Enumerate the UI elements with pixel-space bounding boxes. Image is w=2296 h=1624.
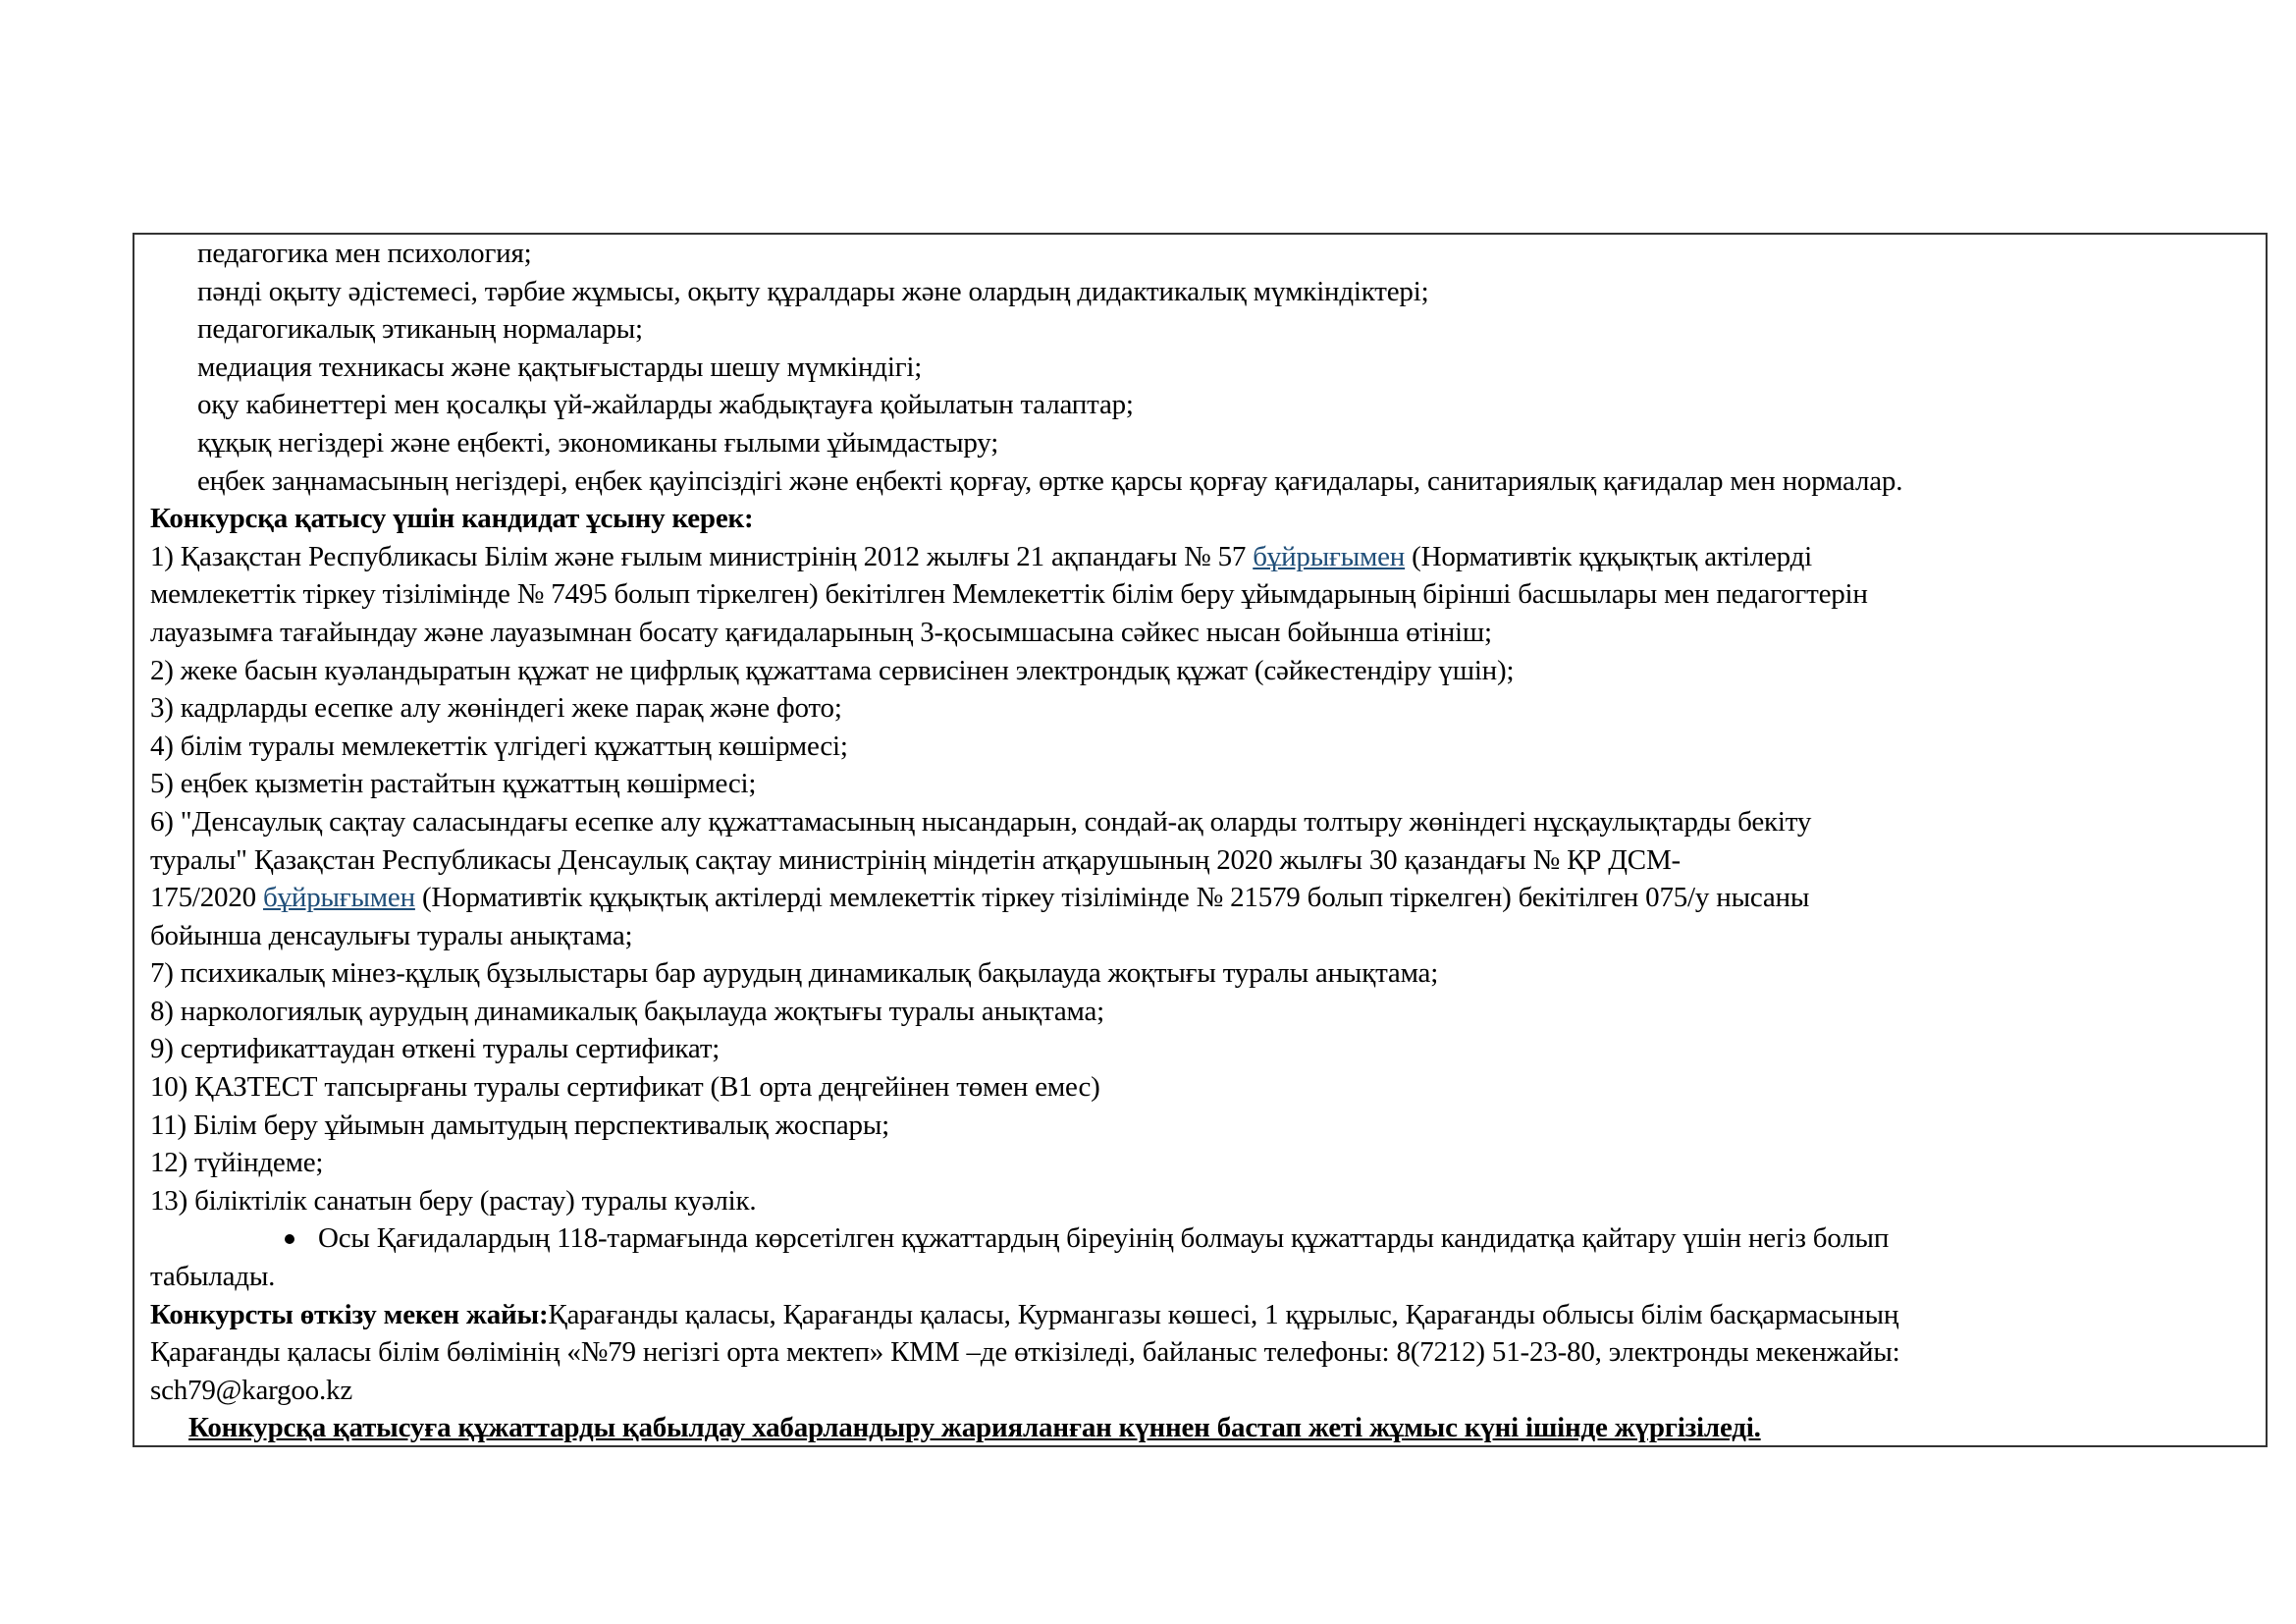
footer-notice: Конкурсқа қатысуға құжаттарды қабылдау хабарландыру жарияланған күннен бастап жеті жұмыс күні ішінде жүргізіледі. — [188, 1412, 1761, 1444]
requirement-text: 6) "Денсаулық сақтау саласындағы есепке алу құжаттамасының нысандарын, сондай-ақ оларды толтыру жөніндегі нұсқаулықтарды бекіту — [150, 805, 1812, 838]
requirement-text: 7) психикалық мінез-құлық бұзылыстары бар аурудың динамикалық бақылауда жоқтығы туралы анықтама; — [150, 957, 1439, 990]
requirement-line — [134, 879, 2266, 917]
requirement-text: (Нормативтік құқықтық актілерді — [1405, 540, 1812, 572]
requirement-text: (Нормативтік құқықтық актілерді мемлекеттік тіркеу тізілімінде № 21579 болып тіркелген) бекітілген 075/у нысаны — [414, 882, 1810, 914]
address-line-2: Қарағанды қаласы білім бөлімінің «№79 негізгі орта мектеп» КММ –де өткізіледі, байланыс телефоны: 8(7212) 51-23-80, электронды мекенжайы: — [150, 1336, 1900, 1369]
knowledge-list — [134, 235, 2266, 500]
requirement-text: 10) ҚАЗТЕСТ тапсырғаны туралы сертификат (В1 орта деңгейінен төмен емес) — [150, 1071, 1100, 1104]
requirement-line — [134, 765, 2266, 803]
document-frame — [133, 233, 2268, 1447]
requirement-line — [134, 728, 2266, 766]
requirement-line — [134, 993, 2266, 1031]
requirement-text: туралы" Қазақстан Республикасы Денсаулық сақтау министрінің міндетін атқарушының 2020 жылғы 30 қазандағы № ҚР ДСМ- — [150, 843, 1681, 876]
requirement-line — [134, 1144, 2266, 1182]
requirement-text: мемлекеттік тіркеу тізілімінде № 7495 болып тіркелген) бекітілген Мемлекеттік білім беру ұйымдарының бірінші басшылары мен педагогтерін — [150, 578, 1868, 611]
email-address: sch79@kargoo.kz — [150, 1374, 352, 1406]
requirement-text: 9) сертификаттаудан өткені туралы сертификат; — [150, 1033, 721, 1065]
requirement-text: 13) біліктілік санатын беру (растау) туралы куәлік. — [150, 1184, 757, 1217]
knowledge-item: еңбек заңнамасының негіздері, еңбек қауіпсіздігі және еңбекті қорғау, өртке қарсы қорғау қағидалары, санитариялық қағидалар мен нормалар. — [197, 464, 1903, 497]
requirement-text: лауазымға тағайындау және лауазымнан босату қағидаларының 3-қосымшасына сәйкес нысан бойынша өтініш; — [150, 616, 1492, 648]
address-line-1 — [134, 1296, 2266, 1334]
knowledge-item: құқық негіздері және еңбекті, экономиканы ғылыми ұйымдастыру; — [197, 426, 999, 459]
requirement-line — [134, 917, 2266, 955]
requirement-line — [134, 841, 2266, 880]
order-link[interactable]: бұйрығымен — [1253, 540, 1406, 572]
order-link[interactable]: бұйрығымен — [263, 882, 415, 914]
knowledge-item: оқу кабинеттері мен қосалқы үй-жайларды жабдықтауға қойылатын талаптар; — [197, 389, 1134, 421]
requirement-line — [134, 1182, 2266, 1220]
knowledge-item: педагогика мен психология; — [197, 238, 532, 269]
requirement-text: 4) білім туралы мемлекеттік үлгідегі құжаттың көшірмесі; — [150, 730, 848, 762]
requirement-text: 11) Білім беру ұйымын дамытудың перспективалық жоспары; — [150, 1109, 889, 1141]
requirement-line — [134, 689, 2266, 728]
requirement-text: 12) түйіндеме; — [150, 1147, 324, 1179]
knowledge-item: педагогикалық этиканың нормалары; — [197, 313, 643, 346]
document-content — [134, 235, 2266, 1447]
requirement-text: 1) Қазақстан Республикасы Білім және ғылым министрінің 2012 жылғы 21 ақпандағы № 57 — [150, 540, 1254, 572]
requirement-line — [134, 652, 2266, 690]
requirement-text: 175/2020 — [150, 882, 264, 914]
requirement-line — [134, 803, 2266, 841]
requirement-text: бойынша денсаулығы туралы анықтама; — [150, 919, 633, 951]
note-text-continued: табылады. — [150, 1261, 276, 1293]
requirement-text: 8) наркологиялық аурудың динамикалық бақылауда жоқтығы туралы анықтама; — [150, 995, 1105, 1027]
requirements-heading: Конкурсқа қатысу үшін кандидат ұсыну керек: — [150, 503, 754, 535]
requirement-line — [134, 1068, 2266, 1107]
bullet-icon — [285, 1234, 294, 1244]
requirement-line — [134, 538, 2266, 576]
knowledge-item: пәнді оқыту әдістемесі, тәрбие жұмысы, оқыту құралдары және олардың дидактикалық мүмкіндіктері; — [197, 275, 1429, 307]
address-label: Конкурсты өткізу мекен жайы: — [150, 1298, 549, 1330]
knowledge-item: медиация техникасы және қақтығыстарды шешу мүмкіндігі; — [197, 351, 923, 383]
note-bullet — [134, 1219, 2266, 1258]
requirement-text: 2) жеке басын куәландыратын құжат не цифрлық құжаттама сервисінен электрондық құжат (сәйкестендіру үшін); — [150, 654, 1515, 686]
note-text: Осы Қағидалардың 118-тармағында көрсетілген құжаттардың біреуінің болмауы құжаттарды кандидатқа қайтару үшін негіз болып — [318, 1222, 1890, 1255]
requirement-text: 5) еңбек қызметін растайтын құжаттың көшірмесі; — [150, 768, 757, 800]
requirements-list — [134, 538, 2266, 1220]
requirement-line — [134, 575, 2266, 614]
address-text: Қарағанды қаласы, Қарағанды қаласы, Курмангазы көшесі, 1 құрылыс, Қарағанды облысы білім басқармасының — [548, 1298, 1899, 1330]
requirement-line — [134, 1107, 2266, 1145]
requirement-line — [134, 1030, 2266, 1068]
requirement-line — [134, 954, 2266, 993]
requirement-text: 3) кадрларды есепке алу жөніндегі жеке парақ және фото; — [150, 692, 842, 725]
requirement-line — [134, 614, 2266, 652]
